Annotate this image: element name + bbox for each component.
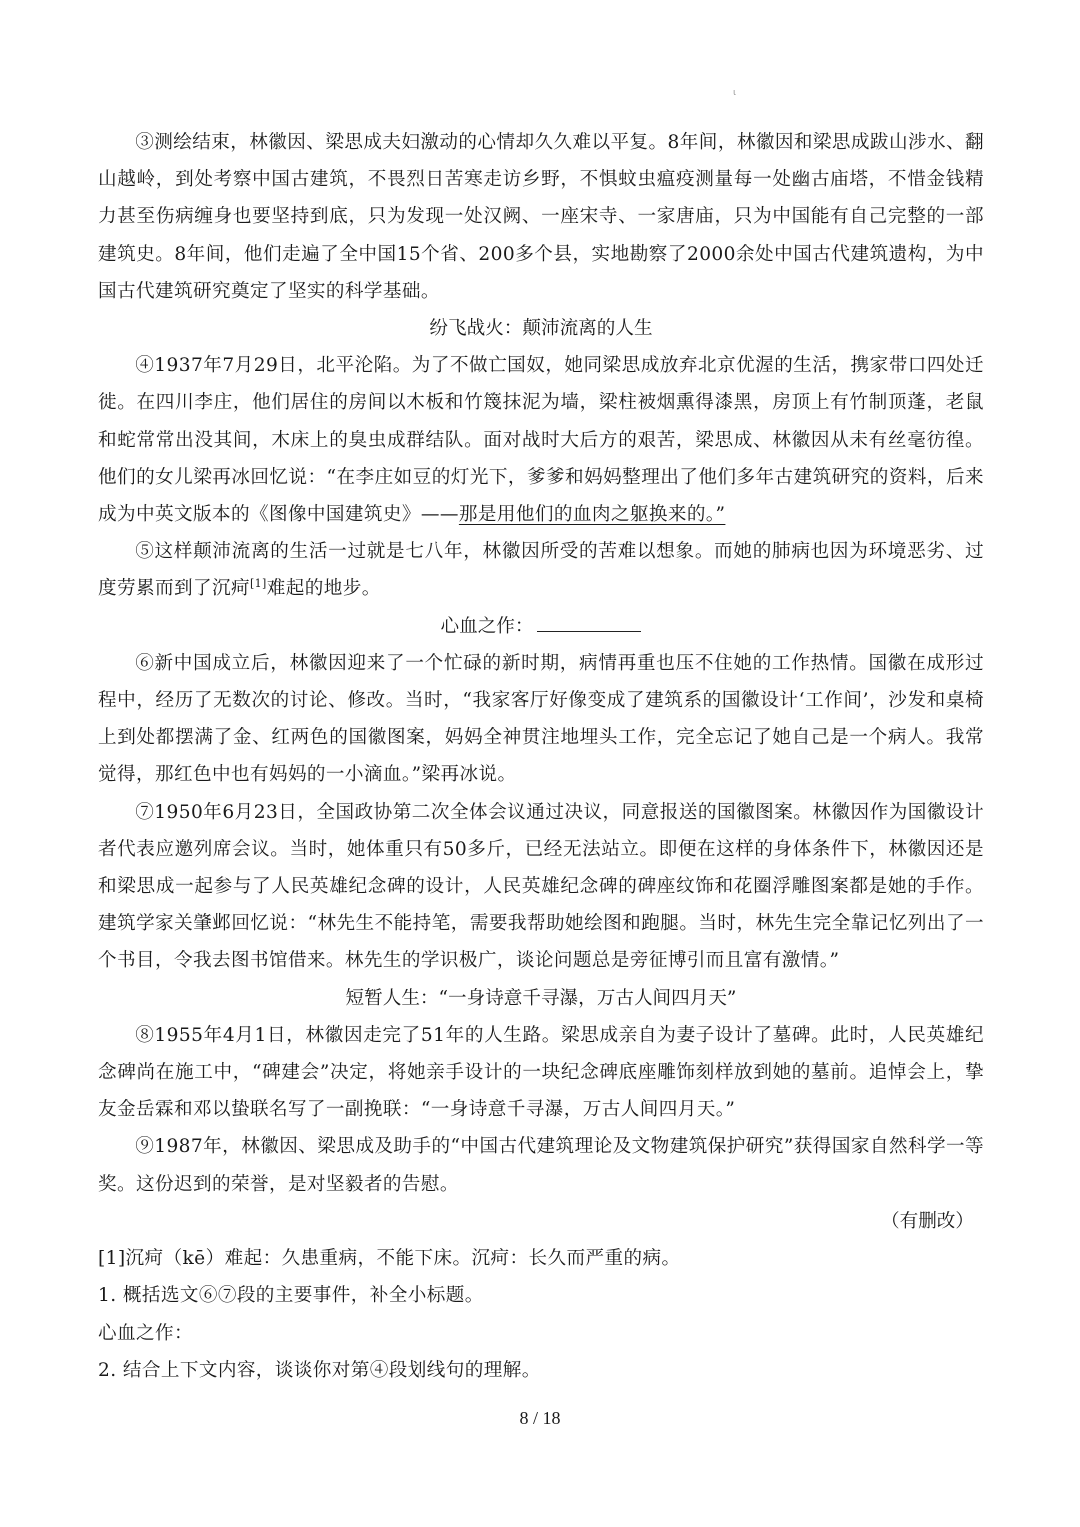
- blank-line: [537, 630, 641, 632]
- page-number: 8 / 18: [519, 1408, 561, 1428]
- paragraph-7: ⑦1950年6月23日，全国政协第二次全体会议通过决议，同意报送的国徽图案。林徽因作为国徽设计者代表应邀列席会议。当时，她体重只有50多斤，已经无法站立。即便在这样的身体条件下，林徽因还是和梁思成一起参与了人民英雄纪念碑的设计，人民英雄纪念碑的碑座纹饰和花圈浮雕图案都是她的手作。建筑学家关肇邺回忆说：“林先生不能持笔，需要我帮助她绘图和跑腿。当时，林先生完全靠记忆列出了一个书目，令我去图书馆借来。林先生的学识极广，谈论问题总是旁征博引而且富有激情。”: [98, 801, 984, 972]
- footnote-marker: [1]: [249, 577, 267, 591]
- subheading-blood-label: 心血之作：: [440, 615, 534, 637]
- paragraph-4: [98, 347, 984, 533]
- corner-mark: ι: [733, 88, 737, 98]
- footnote: [1]沉疴（kē）难起：久患重病，不能下床。沉疴：长久而严重的病。: [98, 1248, 681, 1270]
- question-2: 2. 结合上下文内容，谈谈你对第④段划线句的理解。: [98, 1359, 541, 1381]
- paragraph-9: ⑨1987年，林徽因、梁思成及助手的“中国古代建筑理论及文物建筑保护研究”获得国家自然科学一等奖。这份迟到的荣誉，是对坚毅者的告慰。: [98, 1136, 984, 1195]
- paragraph-5-text: ⑤这样颠沛流离的生活一过就是七八年，林徽因所受的苦难以想象。而她的肺病也因为环境恶劣、过度劳累而到了沉疴: [98, 541, 984, 600]
- underlined-sentence: 那是用他们的血肉之躯换来的。”: [458, 504, 726, 526]
- paragraph-8: ⑧1955年4月1日，林徽因走完了51年的人生路。梁思成亲自为妻子设计了墓碑。此时，人民英雄纪念碑尚在施工中，“碑建会”决定，将她亲手设计的一块纪念碑底座雕饰刻样放到她的墓前。追悼会上，挚友金岳霖和邓以蛰联名写了一副挽联：“一身诗意千寻瀑，万古人间四月天。”: [98, 1024, 984, 1121]
- subheading-short-life: 短暂人生：“一身诗意千寻瀑，万古人间四月天”: [345, 987, 737, 1009]
- article-content: [98, 124, 984, 1389]
- paragraph-6: ⑥新中国成立后，林徽因迎来了一个忙碌的新时期，病情再重也压不住她的工作热情。国徽在成形过程中，经历了无数次的讨论、修改。当时，“我家客厅好像变成了建筑系的国徽设计‘工作间’，沙发和桌椅上到处都摆满了金、红两色的国徽图案，妈妈全神贯注地埋头工作，完全忘记了她自己是一个病人。我常觉得，那红色中也有妈妈的一小滴血。”梁再冰说。: [98, 652, 984, 786]
- subheading-war: 纷飞战火：颠沛流离的人生: [429, 318, 653, 340]
- source-note: （有删改）: [881, 1210, 974, 1232]
- paragraph-5: [98, 533, 984, 607]
- question-1: 1. 概括选文⑥⑦段的主要事件，补全小标题。: [98, 1285, 484, 1307]
- subheading-blood: [98, 608, 984, 645]
- question-1-answer-label: 心血之作：: [98, 1322, 193, 1344]
- paragraph-5-end: 难起的地步。: [266, 578, 381, 600]
- paragraph-4-text: ④1937年7月29日，北平沦陷。为了不做亡国奴，她同梁思成放弃北京优渥的生活，携家带口四处迁徙。在四川李庄，他们居住的房间以木板和竹篾抹泥为墙，梁柱被烟熏得漆黑，房顶上有竹制顶蓬，老鼠和蛇常常出没其间，木床上的臭虫成群结队。面对战时大后方的艰苦，梁思成、林徽因从未有丝毫彷徨。他们的女儿梁再冰回忆说：“在李庄如豆的灯光下，爹爹和妈妈整理出了他们多年古建筑研究的资料，后来成为中英文版本的《图像中国建筑史》——: [98, 355, 984, 526]
- paragraph-3: ③测绘结束，林徽因、梁思成夫妇激动的心情却久久难以平复。8年间，林徽因和梁思成跋山涉水、翻山越岭，到处考察中国古建筑，不畏烈日苦寒走访乡野，不惧蚊虫瘟疫测量每一处幽古庙塔，不惜金钱精力甚至伤病缠身也要坚持到底，只为发现一处汉阙、一座宋寺、一家唐庙，只为中国能有自己完整的一部建筑史。8年间，他们走遍了全中国15个省、200多个县，实地勘察了2000余处中国古代建筑遗构，为中国古代建筑研究奠定了坚实的科学基础。: [98, 132, 984, 302]
